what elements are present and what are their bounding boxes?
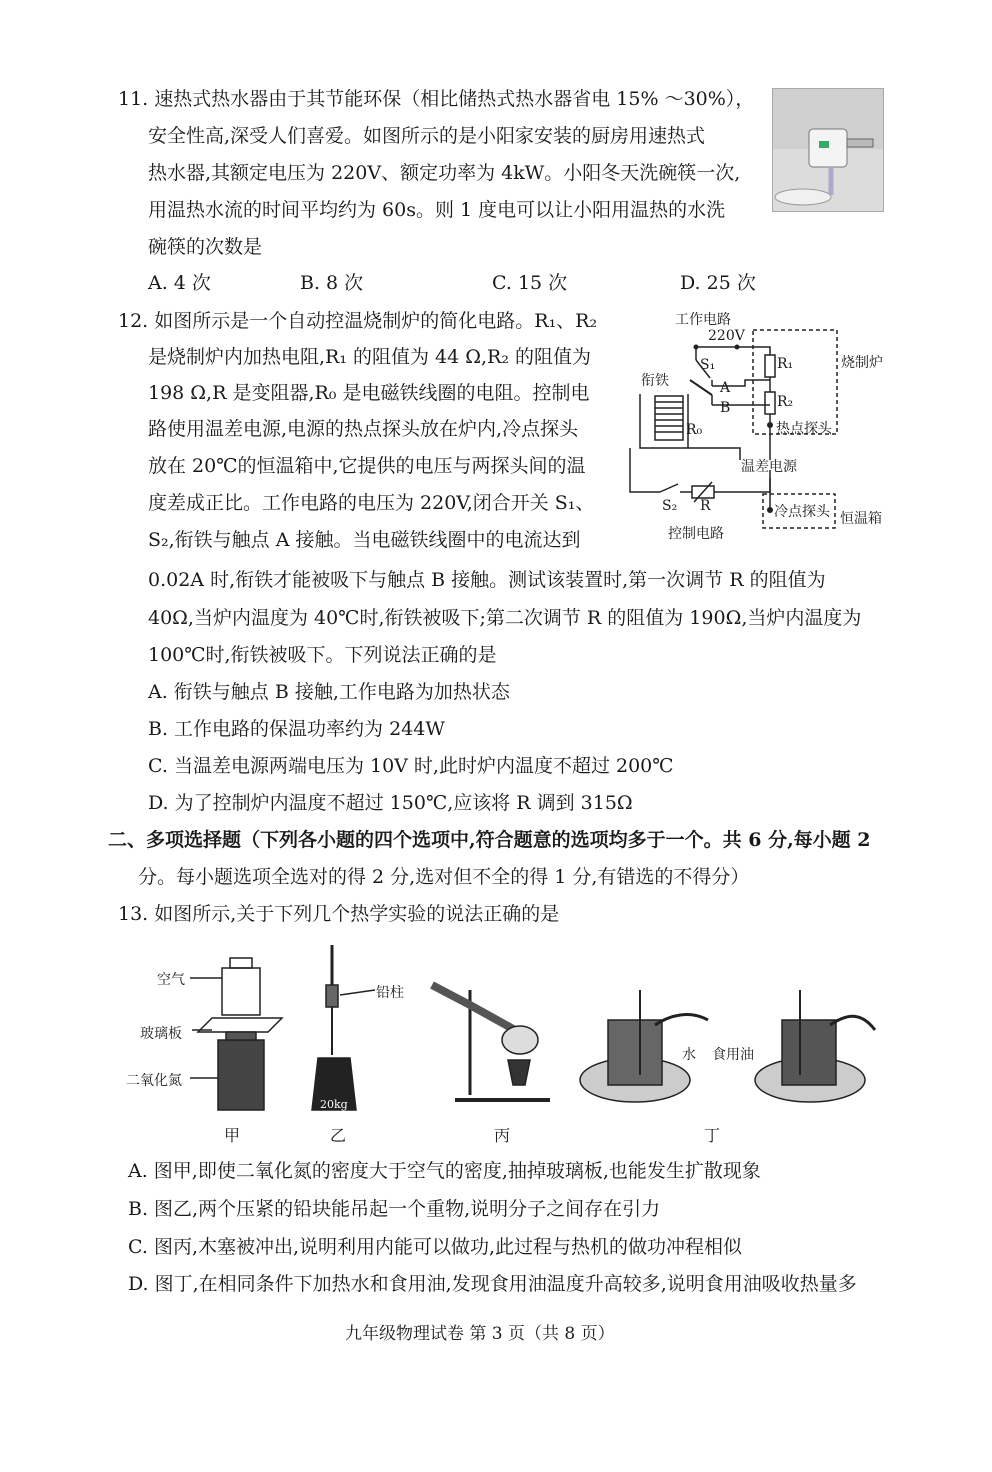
label-r1: R₁ <box>777 356 794 372</box>
q12-option-a: A. 衔铁与触点 B 接触,工作电路为加热状态 <box>148 681 510 703</box>
label-glass: 玻璃板 <box>140 1026 182 1042</box>
q12-option-b: B. 工作电路的保温功率约为 244W <box>148 718 445 740</box>
q11-line-5: 碗筷的次数是 <box>148 236 263 258</box>
no2-bottle <box>218 1040 264 1110</box>
section2-line-1: 二、多项选择题（下列各小题的四个选项中,符合题意的选项均多于一个。共 6 分,每小题 2 <box>108 829 871 851</box>
q11-line-3: 热水器,其额定电压为 220V、额定功率为 4kW。小阳冬天洗碗筷一次, <box>148 162 741 184</box>
label-oil: 食用油 <box>712 1047 754 1063</box>
q13-option-c: C. 图丙,木塞被冲出,说明利用内能可以做功,此过程与热机的做功冲程相似 <box>128 1236 743 1258</box>
q12-line-2: 是烧制炉内加热电阻,R₁ 的阻值为 44 Ω,R₂ 的阻值为 <box>148 346 592 368</box>
q12-line-10: 100℃时,衔铁被吸下。下列说法正确的是 <box>148 644 497 666</box>
q11-line-4: 用温热水流的时间平均约为 60s。则 1 度电可以让小阳用温热的水洗 <box>148 199 726 221</box>
label-cold-probe: 冷点探头 <box>774 504 830 520</box>
section2-line-2: 分。每小题选项全选对的得 2 分,选对但不全的得 1 分,有错选的不得分） <box>138 866 750 888</box>
label-contact-b: B <box>720 400 731 416</box>
q12-line-8: 0.02A 时,衔铁才能被吸下与触点 B 接触。测试该装置时,第一次调节 R 的阻值为 <box>148 569 826 591</box>
q12-line-9: 40Ω,当炉内温度为 40℃时,衔铁被吸下;第二次调节 R 的阻值为 190Ω,当炉内温度为 <box>148 607 862 629</box>
q12-line-4: 路使用温差电源,电源的热点探头放在炉内,冷点探头 <box>148 418 579 440</box>
caption-ding: 丁 <box>704 1126 721 1145</box>
label-hot-probe: 热点探头 <box>776 421 832 437</box>
label-no2: 二氧化氮 <box>126 1073 182 1089</box>
caption-bing: 丙 <box>494 1126 511 1145</box>
page-footer: 九年级物理试卷 第 3 页（共 8 页） <box>345 1324 615 1344</box>
label-lead: 铅柱 <box>376 985 404 1001</box>
label-source: 温差电源 <box>741 459 797 475</box>
lead-cylinder <box>326 985 338 1007</box>
q13-option-d: D. 图丁,在相同条件下加热水和食用油,发现食用油温度升高较多,说明食用油吸收热量多 <box>128 1273 857 1295</box>
label-contact-a: A <box>720 380 731 396</box>
air-bottle <box>222 968 260 1015</box>
q12-option-c: C. 当温差电源两端电压为 10V 时,此时炉内温度不超过 200℃ <box>148 755 674 777</box>
q13-stem: 13. 如图所示,关于下列几个热学实验的说法正确的是 <box>118 903 560 925</box>
q11-option-b: B. 8 次 <box>300 272 364 294</box>
label-armature: 衔铁 <box>641 373 669 389</box>
q11-option-a: A. 4 次 <box>148 272 211 294</box>
label-air: 空气 <box>157 972 185 988</box>
q11-option-c: C. 15 次 <box>492 272 568 294</box>
q12-line-3: 198 Ω,R 是变阻器,R₀ 是电磁铁线圈的电阻。控制电 <box>148 382 590 404</box>
label-s2: S₂ <box>662 498 678 514</box>
q12-line-7: S₂,衔铁与触点 A 接触。当电磁铁线圈中的电流达到 <box>148 529 581 551</box>
label-r0: R₀ <box>686 422 703 438</box>
q12-line-1: 12. 如图所示是一个自动控温烧制炉的简化电路。R₁、R₂ <box>118 310 598 332</box>
q12-option-d: D. 为了控制炉内温度不超过 150℃,应该将 R 调到 315Ω <box>148 792 633 814</box>
label-voltage: 220V <box>708 328 745 344</box>
label-control-circuit: 控制电路 <box>668 526 724 542</box>
label-r: R <box>700 498 711 514</box>
q12-line-5: 放在 20℃的恒温箱中,它提供的电压与两探头间的温 <box>148 455 586 477</box>
label-box: 恒温箱 <box>840 511 882 527</box>
caption-yi: 乙 <box>330 1126 347 1145</box>
oil-beaker <box>782 1020 836 1085</box>
q13-option-b: B. 图乙,两个压紧的铅块能吊起一个重物,说明分子之间存在引力 <box>128 1198 661 1220</box>
label-water: 水 <box>682 1047 696 1063</box>
weight-label: 20kg <box>320 1098 348 1111</box>
q13-option-a: A. 图甲,即使二氧化氮的密度大于空气的密度,抽掉玻璃板,也能发生扩散现象 <box>128 1160 761 1182</box>
label-furnace: 烧制炉 <box>841 355 883 371</box>
q11-line-1: 11. 速热式热水器由于其节能环保（相比储热式热水器省电 15% ～30%）， <box>118 88 755 110</box>
q11-line-2: 安全性高,深受人们喜爱。如图所示的是小阳家安装的厨房用速热式 <box>148 125 706 147</box>
q12-line-6: 度差成正比。工作电路的电压为 220V,闭合开关 S₁、 <box>148 492 595 514</box>
label-s1: S₁ <box>700 357 716 373</box>
water-beaker <box>608 1020 662 1085</box>
label-r2: R₂ <box>777 394 794 410</box>
label-work-circuit: 工作电路 <box>675 312 731 328</box>
q11-option-d: D. 25 次 <box>680 272 756 294</box>
caption-jia: 甲 <box>224 1126 241 1145</box>
